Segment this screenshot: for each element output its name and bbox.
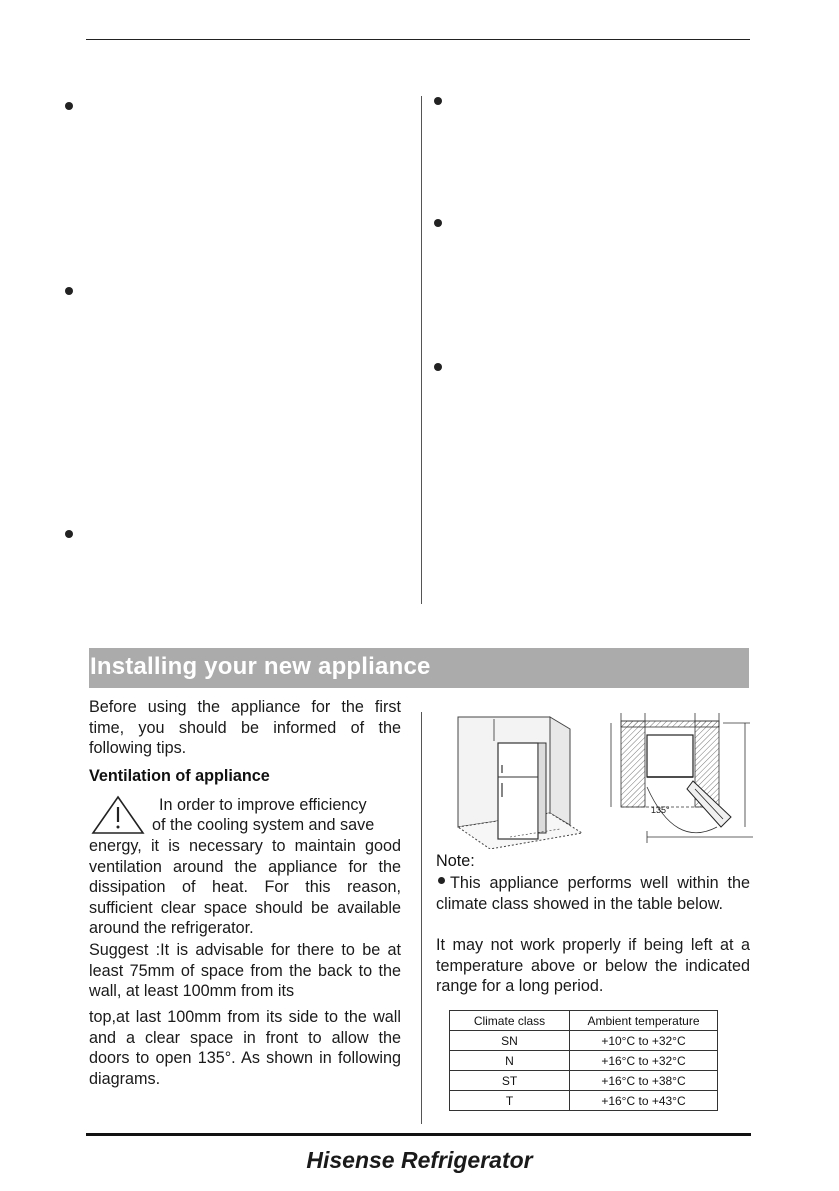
climate-class-cell: N (450, 1051, 570, 1071)
bullet-icon (65, 287, 73, 295)
suggest-paragraph: Suggest :It is advisable for there to be at least 75mm of space from the back to the wall, at least 100mm from its (89, 941, 401, 1001)
brand-logo: Hisense Refrigerator (306, 1147, 533, 1173)
suggest-continuation: top,at last 100mm from its side to the wall and a clear space in front to allow the doors to open 135°. As shown in following diagrams. (89, 1008, 401, 1088)
climate-class-cell: T (450, 1091, 570, 1111)
bullet-icon (434, 97, 442, 105)
table-row (450, 1051, 718, 1071)
temperature-cell: +16°C to +43°C (570, 1091, 718, 1111)
column-divider-top (421, 96, 422, 604)
section-title: Installing your new appliance (89, 648, 749, 688)
temperature-cell: +16°C to +38°C (570, 1071, 718, 1091)
note-label: Note: (436, 852, 475, 870)
climate-class-cell: ST (450, 1071, 570, 1091)
temperature-cell: +10°C to +32°C (570, 1031, 718, 1051)
temperature-cell: +16°C to +32°C (570, 1051, 718, 1071)
climate-class-cell: SN (450, 1031, 570, 1051)
ventilation-line-2: of the cooling system and save (152, 816, 375, 834)
column-divider-bottom (421, 712, 422, 1124)
door-opening-diagram (605, 709, 755, 849)
ventilation-line-1: In order to improve efficiency (159, 796, 367, 814)
table-row (450, 1071, 718, 1091)
bullet-icon (434, 219, 442, 227)
intro-paragraph: Before using the appliance for the first time, you should be informed of the following tips. (89, 698, 401, 758)
note-paragraph-2: It may not work properly if being left at a temperature above or below the indicated range for a long period. (436, 936, 750, 996)
table-header-row (450, 1011, 718, 1031)
column-header: Ambient temperature (570, 1011, 718, 1031)
note-paragraph-1: This appliance performs well within the climate class showed in the table below. (436, 874, 750, 913)
bullet-icon (65, 530, 73, 538)
fridge-clearance-diagram (450, 709, 590, 849)
ventilation-body: energy, it is necessary to maintain good ventilation around the appliance for the dissipation of heat. For this reason, sufficient clear space should be available around the refrigerator. (89, 837, 401, 938)
table-row (450, 1031, 718, 1051)
bullet-icon (434, 363, 442, 371)
ventilation-heading: Ventilation of appliance (89, 767, 270, 785)
climate-table (449, 1010, 718, 1111)
footer-rule (86, 1133, 751, 1136)
column-header: Climate class (450, 1011, 570, 1031)
table-row (450, 1091, 718, 1111)
header-rule (86, 39, 750, 40)
warning-icon (88, 795, 146, 835)
angle-label: 135° (651, 805, 670, 815)
bullet-icon (65, 102, 73, 110)
